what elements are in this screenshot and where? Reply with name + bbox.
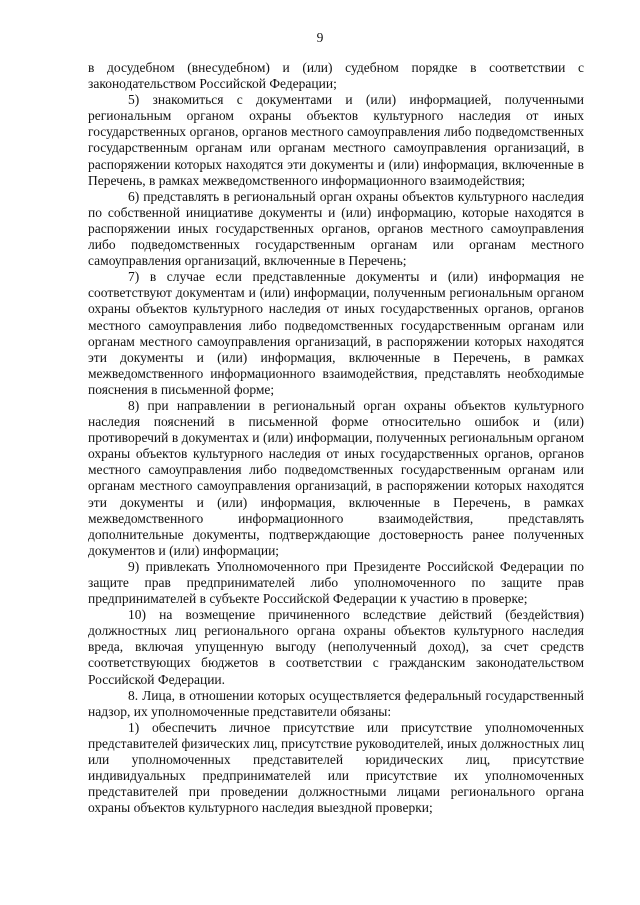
paragraph-item-9: 9) привлекать Уполномоченного при Президенте Российской Федерации по защите прав предпринимателей либо уполномоченного по защите прав предпринимателей в субъекте Российской Федерации к участию в проверке;: [88, 558, 584, 607]
paragraph-continuation: в досудебном (внесудебном) и (или) судебном порядке в соответствии с законодательством Российской Федерации;: [88, 60, 584, 92]
paragraph-section-8-item-1: 1) обеспечить личное присутствие или присутствие уполномоченных представителей физических лиц, присутствие руководителей, иных должностных лиц или уполномоченных представителей юридических лиц, присутствие индивидуальных предпринимателей или присутствие их уполномоченных представителей при проведении должностными лицами регионального органа охраны объектов культурного наследия выездной проверки;: [88, 719, 584, 816]
paragraph-item-10: 10) на возмещение причиненного вследствие действий (бездействия) должностных лиц регионального органа охраны объектов культурного наследия вреда, включая упущенную выгоду (неполученный доход), за счет средств соответствующих бюджетов в соответствии с гражданским законодательством Российской Федерации.: [88, 607, 584, 687]
page-number: 9: [316, 30, 324, 45]
paragraph-item-8: 8) при направлении в региональный орган охраны объектов культурного наследия пояснений в письменной форме относительно ошибок и (или) противоречий в документах и (или) информации, полученных региональным органом охраны объектов культурного наследия от иных государственных органов, органов местного самоуправления либо подведомственных государственным органам или органам местного самоуправления организаций, в распоряжении которых находятся эти документы и (или) информация, включенные в Перечень, в рамках межведомственного информационного взаимодействия, представлять дополнительные документы, подтверждающие достоверность ранее полученных документов и (или) информации;: [88, 397, 584, 558]
paragraph-section-8: 8. Лица, в отношении которых осуществляется федеральный государственный надзор, их уполномоченные представители обязаны:: [88, 687, 584, 719]
paragraph-item-5: 5) знакомиться с документами и (или) информацией, полученными региональным органом охраны объектов культурного наследия от иных государственных органов, органов местного самоуправления либо подведомственных государственным органам или органам местного самоуправления организаций, в распоряжении которых находятся эти документы и (или) информация, включенные в Перечень, в рамках межведомственного информационного взаимодействия;: [88, 92, 584, 188]
paragraph-item-7: 7) в случае если представленные документы и (или) информация не соответствуют документам и (или) информации, полученным региональным органом охраны объектов культурного наследия от иных государственных органов, органов местного самоуправления либо подведомственных государственным органам или органам местного самоуправления организаций, в распоряжении которых находятся эти документы и (или) информация, включенные в Перечень, в рамках межведомственного информационного взаимодействия, представлять необходимые пояснения в письменной форме;: [88, 269, 584, 397]
document-body: [88, 60, 584, 816]
paragraph-item-6: 6) представлять в региональный орган охраны объектов культурного наследия по собственной инициативе документы и (или) информацию, которые находятся в распоряжении иных государственных органов, органов местного самоуправления либо подведомственных государственным органам или органам местного самоуправления организаций, включенные в Перечень;: [88, 188, 584, 269]
